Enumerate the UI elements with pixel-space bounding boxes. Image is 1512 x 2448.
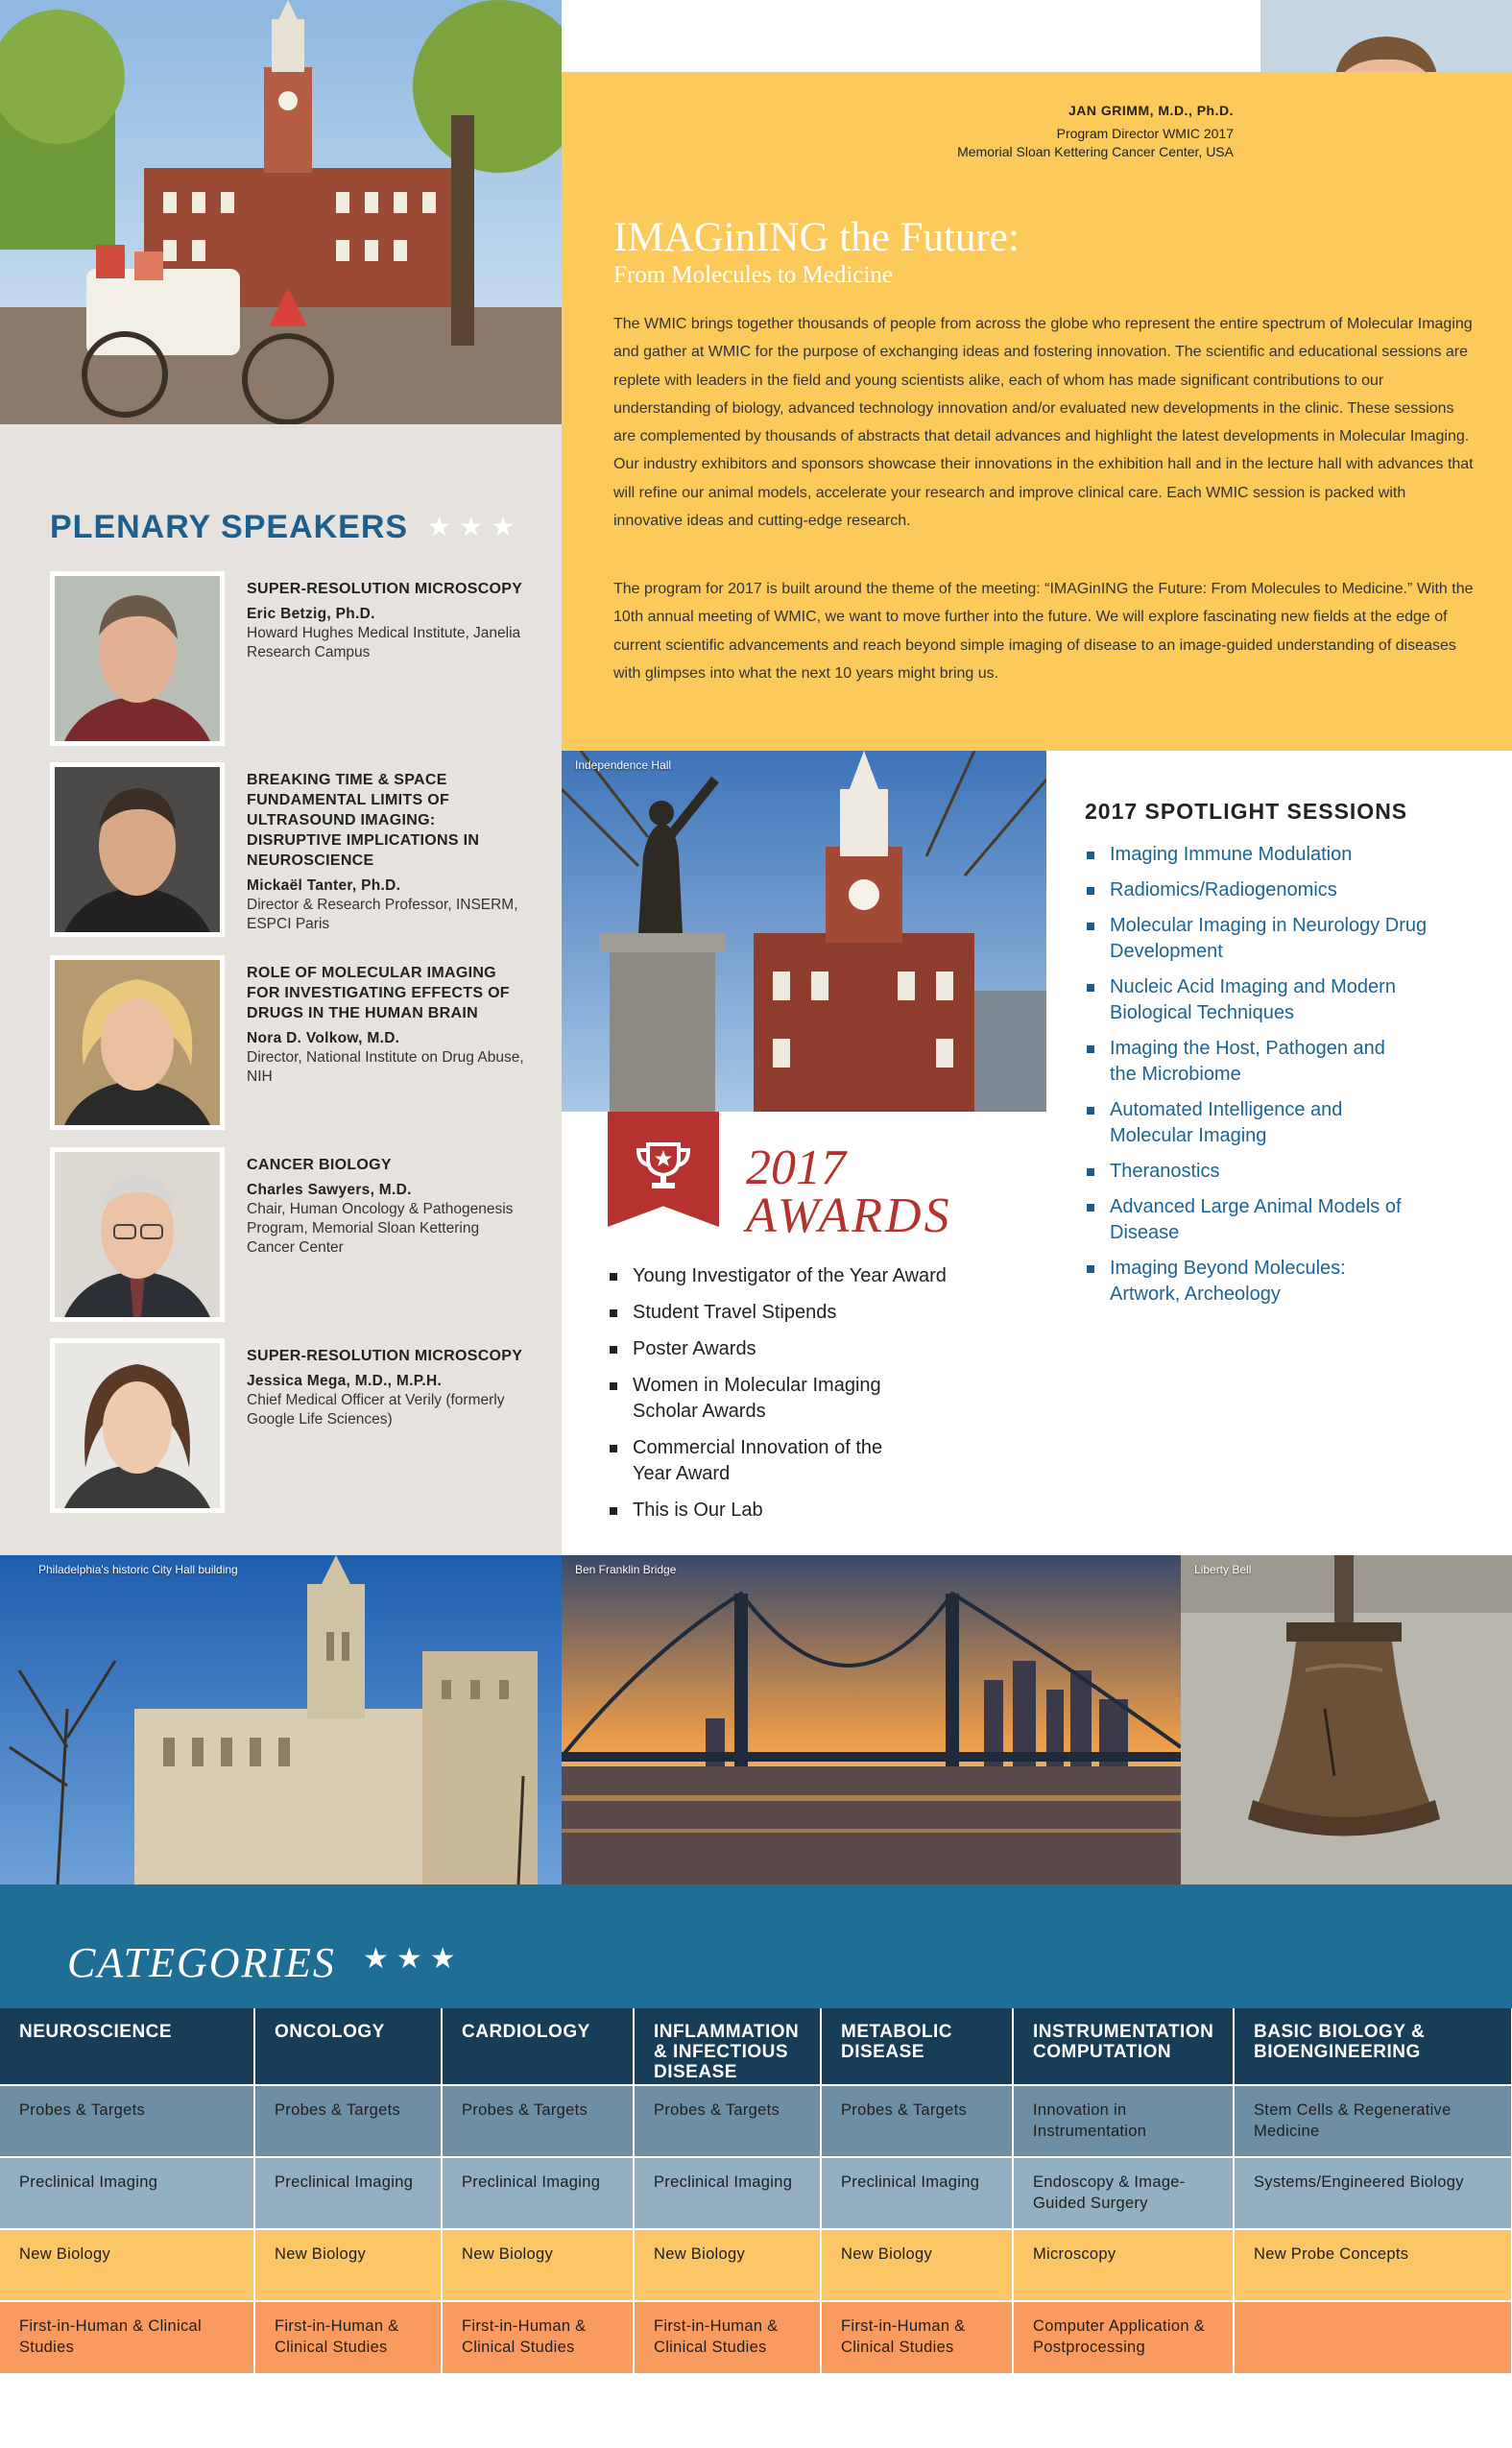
speaker-details — [247, 770, 525, 934]
speaker-portrait — [50, 571, 225, 746]
spotlight-title: 2017 SPOTLIGHT SESSIONS — [1085, 799, 1408, 824]
categories-header — [0, 1884, 1512, 2008]
speaker-name: Mickaël Tanter, Ph.D. — [247, 877, 401, 894]
table-cell: Stem Cells & Regenerative Medicine — [1234, 2085, 1512, 2157]
table-cell: First-in-Human & Clinical Studies — [821, 2301, 1013, 2373]
table-cell: Probes & Targets — [0, 2085, 254, 2157]
table-cell: Probes & Targets — [254, 2085, 442, 2157]
table-cell: Preclinical Imaging — [821, 2157, 1013, 2229]
categories-stars-icon: ★★★ — [363, 1943, 464, 1975]
caption-liberty-bell: Liberty Bell — [1194, 1563, 1252, 1576]
column-header: INFLAMMATION & INFECTIOUS DISEASE — [634, 2008, 821, 2085]
list-item: Advanced Large Animal Models of Disease — [1085, 1194, 1450, 1246]
list-item: Women in Molecular Imaging Scholar Awards — [608, 1373, 924, 1425]
list-item: Poster Awards — [608, 1336, 1020, 1362]
speaker-portrait — [50, 955, 225, 1130]
list-item: Nucleic Acid Imaging and Modern Biological Techniques — [1085, 974, 1469, 1026]
plenary-stars-icon: ★★★ — [427, 512, 523, 541]
list-item: Commercial Innovation of the Year Award — [608, 1435, 924, 1487]
photo-ben-franklin-bridge — [562, 1555, 1181, 1884]
intro-subtitle: From Molecules to Medicine — [613, 262, 893, 288]
speaker-card — [50, 1338, 540, 1516]
table-header-row — [0, 2008, 1512, 2085]
speaker-name: Nora D. Volkow, M.D. — [247, 1030, 400, 1046]
caption-independence-hall: Independence Hall — [575, 758, 672, 772]
categories-title: CATEGORIES — [67, 1939, 336, 1986]
speaker-topic: BREAKING TIME & SPACE FUNDAMENTAL LIMITS OF ULTRASOUND IMAGING: DISRUPTIVE IMPLICATIONS IN NEUROSCIENCE — [247, 772, 480, 869]
speaker-portrait — [50, 1147, 225, 1322]
program-director-name: JAN GRIMM, M.D., Ph.D. — [1068, 103, 1234, 118]
speaker-topic: CANCER BIOLOGY — [247, 1157, 392, 1173]
program-director-institution: Memorial Sloan Kettering Cancer Center, USA — [957, 144, 1234, 159]
table-cell: New Biology — [0, 2229, 254, 2301]
caption-city-hall: Philadelphia's historic City Hall building — [38, 1563, 238, 1576]
table-cell: New Probe Concepts — [1234, 2229, 1512, 2301]
column-header: INSTRUMENTATION COMPUTATION — [1013, 2008, 1234, 2085]
plenary-title: PLENARY SPEAKERS — [50, 509, 409, 545]
table-cell: New Biology — [634, 2229, 821, 2301]
speaker-affiliation: Director, National Institute on Drug Abuse, NIH — [247, 1049, 524, 1085]
column-header: NEUROSCIENCE — [0, 2008, 254, 2085]
caption-ben-franklin-bridge: Ben Franklin Bridge — [575, 1563, 677, 1576]
speaker-card — [50, 762, 540, 940]
speaker-details — [247, 963, 525, 1087]
speaker-topic: ROLE OF MOLECULAR IMAGING FOR INVESTIGATING EFFECTS OF DRUGS IN THE HUMAN BRAIN — [247, 965, 510, 1021]
speaker-affiliation: Chief Medical Officer at Verily (formerly Google Life Sciences) — [247, 1392, 505, 1428]
intro-paragraph-2: The program for 2017 is built around the theme of the meeting: “IMAGinING the Future: From Molecules to Medicine.” With the 10th annual meeting of WMIC, we want to move further into the future. We will explore fascinating new fields at the edge of current scientific advancements and reach beyond simple imaging of disease to an image-guided understanding of diseases with glimpses into what the next 10 years might bring us. — [613, 581, 1474, 682]
trophy-icon — [635, 1140, 692, 1194]
intro-paragraph-1: The WMIC brings together thousands of people from across the globe who represent the entire spectrum of Molecular Imaging and gather at WMIC for the purpose of exchanging ideas and fostering innovation. The scientific and educational sessions are replete with leaders in the field and young scientists alike, each of whom has made significant contributions to our understanding of biology, advanced technology innovation and/or evaluated new developments in the clinic. These sessions are complemented by thousands of abstracts that detail advances and highlight the latest developments in Molecular Imaging. Our industry exhibitors and sponsors showcase their innovations in the exhibition hall and in the lecture hall with advances that will refine our animal models, accelerate your research and improve clinical care. Each WMIC session is packed with innovative ideas and cutting-edge research. — [613, 316, 1474, 530]
list-item: Student Travel Stipends — [608, 1300, 1020, 1326]
spotlight-list — [1085, 842, 1469, 1317]
list-item: Radiomics/Radiogenomics — [1085, 877, 1469, 903]
list-item: Molecular Imaging in Neurology Drug Development — [1085, 913, 1450, 965]
plenary-speakers-section — [0, 424, 562, 1555]
speaker-affiliation: Howard Hughes Medical Institute, Janelia Research Campus — [247, 625, 521, 660]
speaker-topic: SUPER-RESOLUTION MICROSCOPY — [247, 581, 523, 597]
program-director-title — [957, 125, 1234, 161]
table-cell: Computer Application & Postprocessing — [1013, 2301, 1234, 2373]
table-cell: Preclinical Imaging — [254, 2157, 442, 2229]
column-header: METABOLIC DISEASE — [821, 2008, 1013, 2085]
awards-heading: AWARDS — [746, 1188, 952, 1243]
table-cell — [1234, 2301, 1512, 2373]
table-cell: Probes & Targets — [442, 2085, 634, 2157]
table-cell: New Biology — [821, 2229, 1013, 2301]
speaker-affiliation: Chair, Human Oncology & Pathogenesis Program, Memorial Sloan Kettering Cancer Center — [247, 1201, 514, 1256]
awards-banner — [608, 1112, 719, 1227]
awards-list — [608, 1263, 1020, 1534]
list-item: Automated Intelligence and Molecular Imaging — [1085, 1097, 1402, 1149]
table-cell: Probes & Targets — [821, 2085, 1013, 2157]
awards-section — [562, 1112, 1046, 1555]
program-director-role: Program Director WMIC 2017 — [1056, 126, 1234, 141]
speaker-portrait — [50, 762, 225, 937]
speaker-card — [50, 1147, 540, 1325]
table-row — [0, 2157, 1512, 2229]
categories-table — [0, 2008, 1512, 2373]
table-cell: Preclinical Imaging — [442, 2157, 634, 2229]
speaker-name: Jessica Mega, M.D., M.P.H. — [247, 1373, 443, 1389]
table-cell: Endoscopy & Image-Guided Surgery — [1013, 2157, 1234, 2229]
speaker-name: Eric Betzig, Ph.D. — [247, 606, 375, 622]
table-cell: Microscopy — [1013, 2229, 1234, 2301]
list-item: Imaging the Host, Pathogen and the Microbiome — [1085, 1036, 1402, 1088]
speaker-affiliation: Director & Research Professor, INSERM, ESPCI Paris — [247, 897, 518, 932]
column-header: CARDIOLOGY — [442, 2008, 634, 2085]
table-cell: Systems/Engineered Biology — [1234, 2157, 1512, 2229]
speaker-portrait — [50, 1338, 225, 1513]
list-item: This is Our Lab — [608, 1498, 1020, 1524]
photo-city-hall — [0, 1555, 562, 1884]
list-item: Imaging Immune Modulation — [1085, 842, 1469, 868]
awards-year: 2017 — [746, 1140, 846, 1195]
table-cell: Probes & Targets — [634, 2085, 821, 2157]
table-cell: First-in-Human & Clinical Studies — [442, 2301, 634, 2373]
speaker-topic: SUPER-RESOLUTION MICROSCOPY — [247, 1348, 523, 1364]
list-item: Imaging Beyond Molecules: Artwork, Archeology — [1085, 1256, 1402, 1308]
spotlight-section — [1046, 751, 1512, 1555]
intro-section — [562, 72, 1512, 751]
list-item: Theranostics — [1085, 1159, 1469, 1185]
table-cell: First-in-Human & Clinical Studies — [254, 2301, 442, 2373]
speaker-card — [50, 955, 540, 1133]
table-cell: Innovation in Instrumentation — [1013, 2085, 1234, 2157]
photo-liberty-bell — [1181, 1555, 1512, 1884]
speaker-details — [247, 1346, 525, 1429]
list-item: Young Investigator of the Year Award — [608, 1263, 1020, 1289]
column-header: ONCOLOGY — [254, 2008, 442, 2085]
speaker-card — [50, 571, 540, 749]
table-row — [0, 2085, 1512, 2157]
table-cell: New Biology — [442, 2229, 634, 2301]
speaker-details — [247, 579, 525, 662]
table-cell: First-in-Human & Clinical Studies — [634, 2301, 821, 2373]
table-row — [0, 2301, 1512, 2373]
speaker-details — [247, 1155, 525, 1258]
photo-independence-hall — [562, 751, 1046, 1112]
table-cell: New Biology — [254, 2229, 442, 2301]
photo-independence-hall-carriage — [0, 0, 562, 424]
column-header: BASIC BIOLOGY & BIOENGINEERING — [1234, 2008, 1512, 2085]
intro-title: IMAGinING the Future: — [613, 215, 1020, 260]
speaker-name: Charles Sawyers, M.D. — [247, 1182, 412, 1198]
table-cell: First-in-Human & Clinical Studies — [0, 2301, 254, 2373]
table-cell: Preclinical Imaging — [634, 2157, 821, 2229]
table-cell: Preclinical Imaging — [0, 2157, 254, 2229]
table-row — [0, 2229, 1512, 2301]
